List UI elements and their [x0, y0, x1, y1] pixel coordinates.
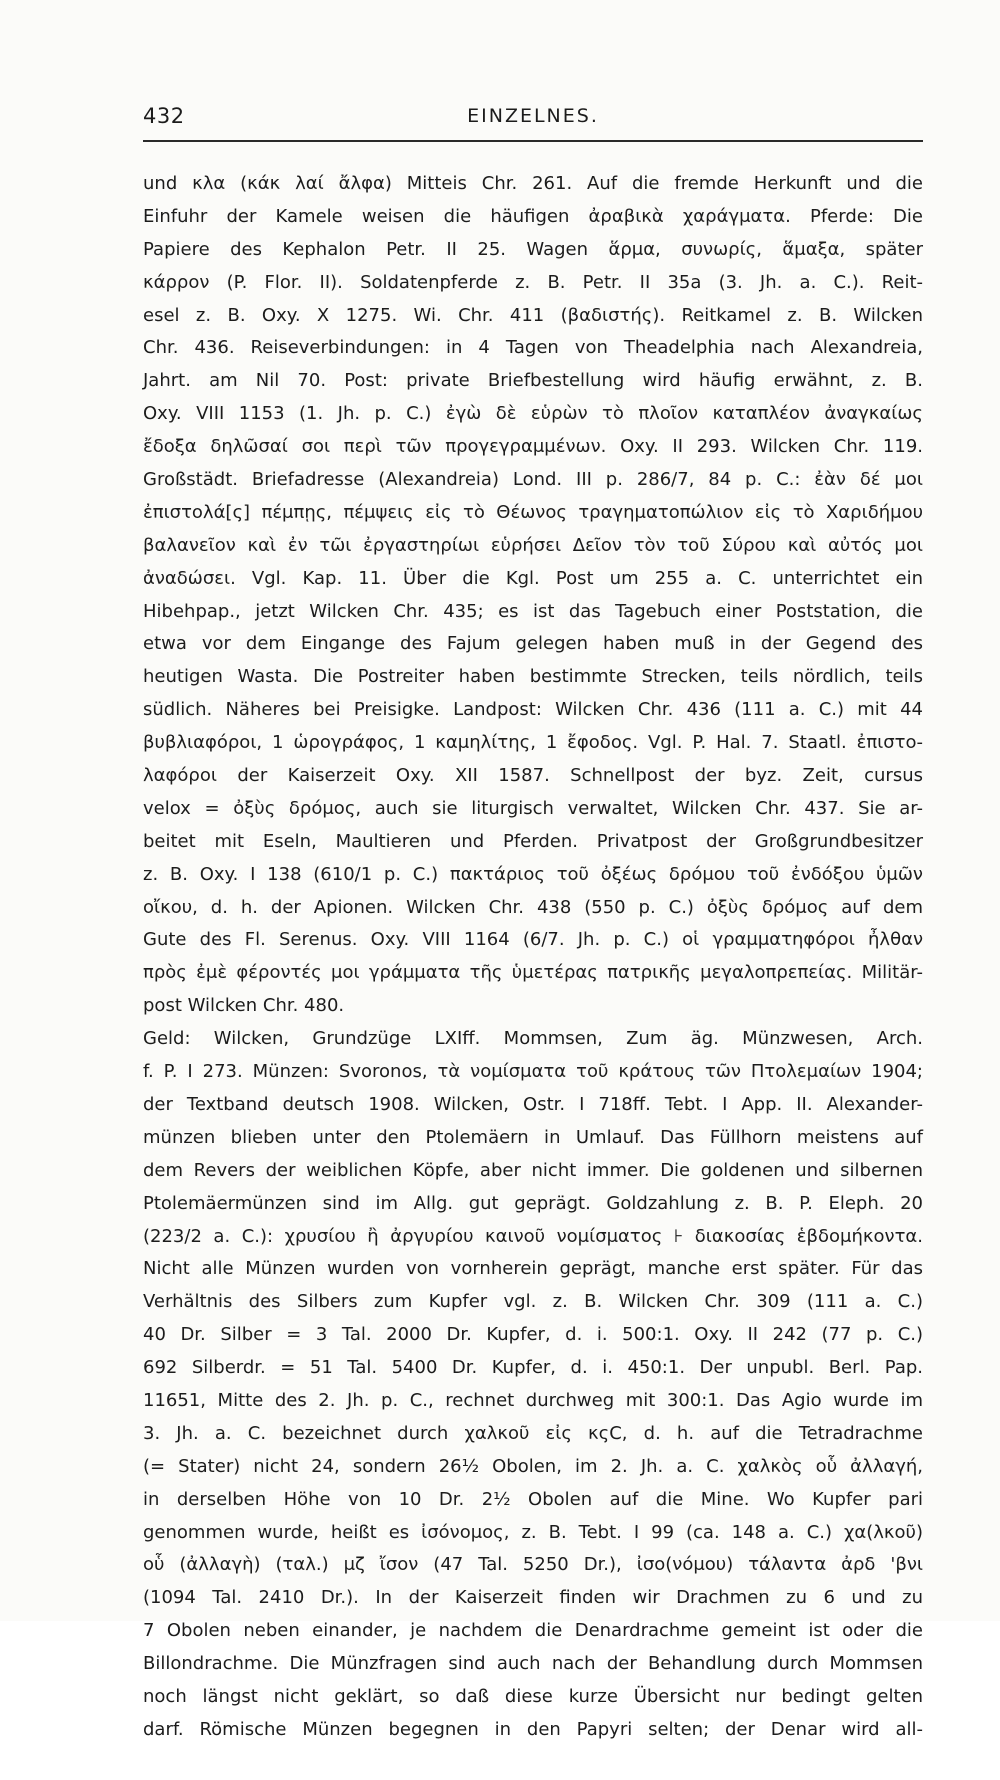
text-line: (= Stater) nicht 24, sondern 26½ Obolen, im 2. Jh. a. C. χαλκὸς οὗ ἀλλαγή,: [143, 1455, 923, 1477]
text-line: Ptolemäermünzen sind im Allg. gut geprägt. Goldzahlung z. B. P. Eleph. 20: [143, 1192, 923, 1214]
page-number: 432: [143, 104, 185, 128]
text-line: πρὸς ἐμὲ φέροντές μοι γράμματα τῆς ὑμετέρας πατρικῆς μεγαλοπρεπείας. Militär-: [143, 962, 923, 984]
text-line: dem Revers der weiblichen Köpfe, aber nicht immer. Die goldenen und silbernen: [143, 1159, 923, 1181]
text-line: [143, 1747, 923, 1780]
text-line: f. P. I 273. Münzen: Svoronos, τὰ νομίσματα τοῦ κράτους τῶν Πτολεμαίων 1904;: [143, 1061, 923, 1083]
text-line: λαφόροι der Kaiserzeit Oxy. XII 1587. Schnellpost der byz. Zeit, cursus: [143, 765, 923, 787]
text-line: Großstädt. Briefadresse (Alexandreia) Lond. III p. 286/7, 84 p. C.: ἐὰν δέ μοι: [143, 469, 923, 491]
text-line: Verhältnis des Silbers zum Kupfer vgl. z. B. Wilcken Chr. 309 (111 a. C.): [143, 1291, 923, 1313]
text-line: βυβλιαφόροι, 1 ὡρογράφος, 1 καμηλίτης, 1 ἔφοδος. Vgl. P. Hal. 7. Staatl. ἐπιστο-: [143, 732, 923, 754]
text-line: und κλα (κάκ λαί ἄλφα) Mitteis Chr. 261. Auf die fremde Herkunft und die: [143, 173, 923, 194]
page-header: [143, 104, 923, 142]
text-line: Einfuhr der Kamele weisen die häufigen ἀραβικὰ χαράγματα. Pferde: Die: [143, 205, 923, 227]
text-line: οὗ (ἀλλαγὴ) (ταλ.) μζ ἴσον (47 Tal. 5250 Dr.), ἰσο(νόμου) τάλαντα ἀρδ 'βνι: [143, 1554, 923, 1576]
text-line: südlich. Näheres bei Preisigke. Landpost: Wilcken Chr. 436 (111 a. C.) mit 44: [143, 699, 923, 721]
text-line: Oxy. VIII 1153 (1. Jh. p. C.) ἐγὼ δὲ εὑρὼν τὸ πλοῖον καταπλέον ἀναγκαίως: [143, 403, 923, 425]
text-line: velox = ὀξὺς δρόμος, auch sie liturgisch verwaltet, Wilcken Chr. 437. Sie ar-: [143, 797, 923, 819]
text-line: Chr. 436. Reiseverbindungen: in 4 Tagen von Theadelphia nach Alexandreia,: [143, 337, 923, 359]
text-line: ἐπιστολά[ς] πέμπῃς, πέμψεις εἰς τὸ Θέωνος τραγηματοπώλιον εἰς τὸ Χαριδήμου: [143, 501, 923, 523]
text-line: ἔδοξα δηλῶσαί σοι περὶ τῶν προγεγραμμένων. Oxy. II 293. Wilcken Chr. 119.: [143, 436, 923, 458]
text-line: darf. Römische Münzen begegnen in den Papyri selten; der Denar wird all-: [143, 1718, 923, 1740]
text-line: 7 Obolen neben einander, je nachdem die Denardrachme gemeint ist oder die: [143, 1620, 923, 1642]
text-line: Hibehpap., jetzt Wilcken Chr. 435; es ist das Tagebuch einer Poststation, die: [143, 600, 923, 622]
text-line: post Wilcken Chr. 480.: [143, 995, 345, 1017]
text-line: 11651, Mitte des 2. Jh. p. C., rechnet durchweg mit 300:1. Das Agio wurde im: [143, 1389, 923, 1411]
text-line: heutigen Wasta. Die Postreiter haben bestimmte Strecken, teils nördlich, teils: [143, 666, 923, 688]
text-line: münzen blieben unter den Ptolemäern in Umlauf. Das Füllhorn meistens auf: [143, 1126, 923, 1148]
text-line: 40 Dr. Silber = 3 Tal. 2000 Dr. Kupfer, d. i. 500:1. Oxy. II 242 (77 p. C.): [143, 1324, 923, 1346]
text-line: Jahrt. am Nil 70. Post: private Briefbestellung wird häufig erwähnt, z. B.: [143, 370, 923, 392]
text-line: οἴκου, d. h. der Apionen. Wilcken Chr. 438 (550 p. C.) ὀξὺς δρόμος auf dem: [143, 896, 923, 918]
text-line: (223/2 a. C.): χρυσίου ἢ ἀργυρίου καινοῦ νομίσματος ⊦ διακοσίας ἑβδομήκοντα.: [143, 1225, 923, 1247]
text-line: noch längst nicht geklärt, so daß diese kurze Übersicht nur bedingt gelten: [143, 1685, 923, 1707]
text-line: ἀναδώσει. Vgl. Kap. 11. Über die Kgl. Post um 255 a. C. unterrichtet ein: [143, 567, 923, 589]
text-line: Geld: Wilcken, Grundzüge LXIff. Mommsen, Zum äg. Münzwesen, Arch.: [143, 1028, 923, 1050]
text-line: z. B. Oxy. I 138 (610/1 p. C.) πακτάριος τοῦ ὀξέως δρόμου τοῦ ἐνδόξου ὑμῶν: [143, 863, 923, 885]
text-line: κάρρον (P. Flor. II). Soldatenpferde z. B. Petr. II 35a (3. Jh. a. C.). Reit-: [143, 271, 923, 293]
text-line: Gute des Fl. Serenus. Oxy. VIII 1164 (6/7. Jh. p. C.) οἱ γραμματηφόροι ἦλθαν: [143, 929, 923, 951]
text-line: etwa vor dem Eingange des Fajum gelegen haben muß in der Gegend des: [143, 633, 923, 655]
text-line: beitet mit Eseln, Maultieren und Pferden. Privatpost der Großgrundbesitzer: [143, 830, 923, 852]
text-line: der Textband deutsch 1908. Wilcken, Ostr. I 718ff. Tebt. I App. II. Alexander-: [143, 1093, 923, 1115]
text-line: Nicht alle Münzen wurden von vornherein geprägt, manche erst später. Für das: [143, 1258, 923, 1280]
text-line: (1094 Tal. 2410 Dr.). In der Kaiserzeit finden wir Drachmen zu 6 und zu: [143, 1587, 923, 1609]
text-line: Billondrachme. Die Münzfragen sind auch nach der Behandlung durch Mommsen: [143, 1653, 923, 1675]
body-text: [143, 168, 923, 1780]
text-line: genommen wurde, heißt es ἰσόνομος, z. B. Tebt. I 99 (ca. 148 a. C.) χα(λκοῦ): [143, 1521, 923, 1543]
text-line: in derselben Höhe von 10 Dr. 2½ Obolen auf die Mine. Wo Kupfer pari: [143, 1488, 923, 1510]
running-head: EINZELNES.: [467, 105, 599, 127]
text-line: 692 Silberdr. = 51 Tal. 5400 Dr. Kupfer, d. i. 450:1. Der unpubl. Berl. Pap.: [143, 1357, 923, 1379]
text-line: βαλανεῖον καὶ ἐν τῶι ἐργαστηρίωι εὑρήσει Δεῖον τὸν τοῦ Σύρου καὶ αὐτός μοι: [143, 534, 923, 556]
text-line: 3. Jh. a. C. bezeichnet durch χαλκοῦ εἰς κςC, d. h. auf die Tetradrachme: [143, 1422, 923, 1444]
text-line: esel z. B. Oxy. X 1275. Wi. Chr. 411 (βαδιστής). Reitkamel z. B. Wilcken: [143, 304, 923, 326]
text-line: Papiere des Kephalon Petr. II 25. Wagen ἅρμα, συνωρίς, ἅμαξα, später: [143, 238, 923, 260]
